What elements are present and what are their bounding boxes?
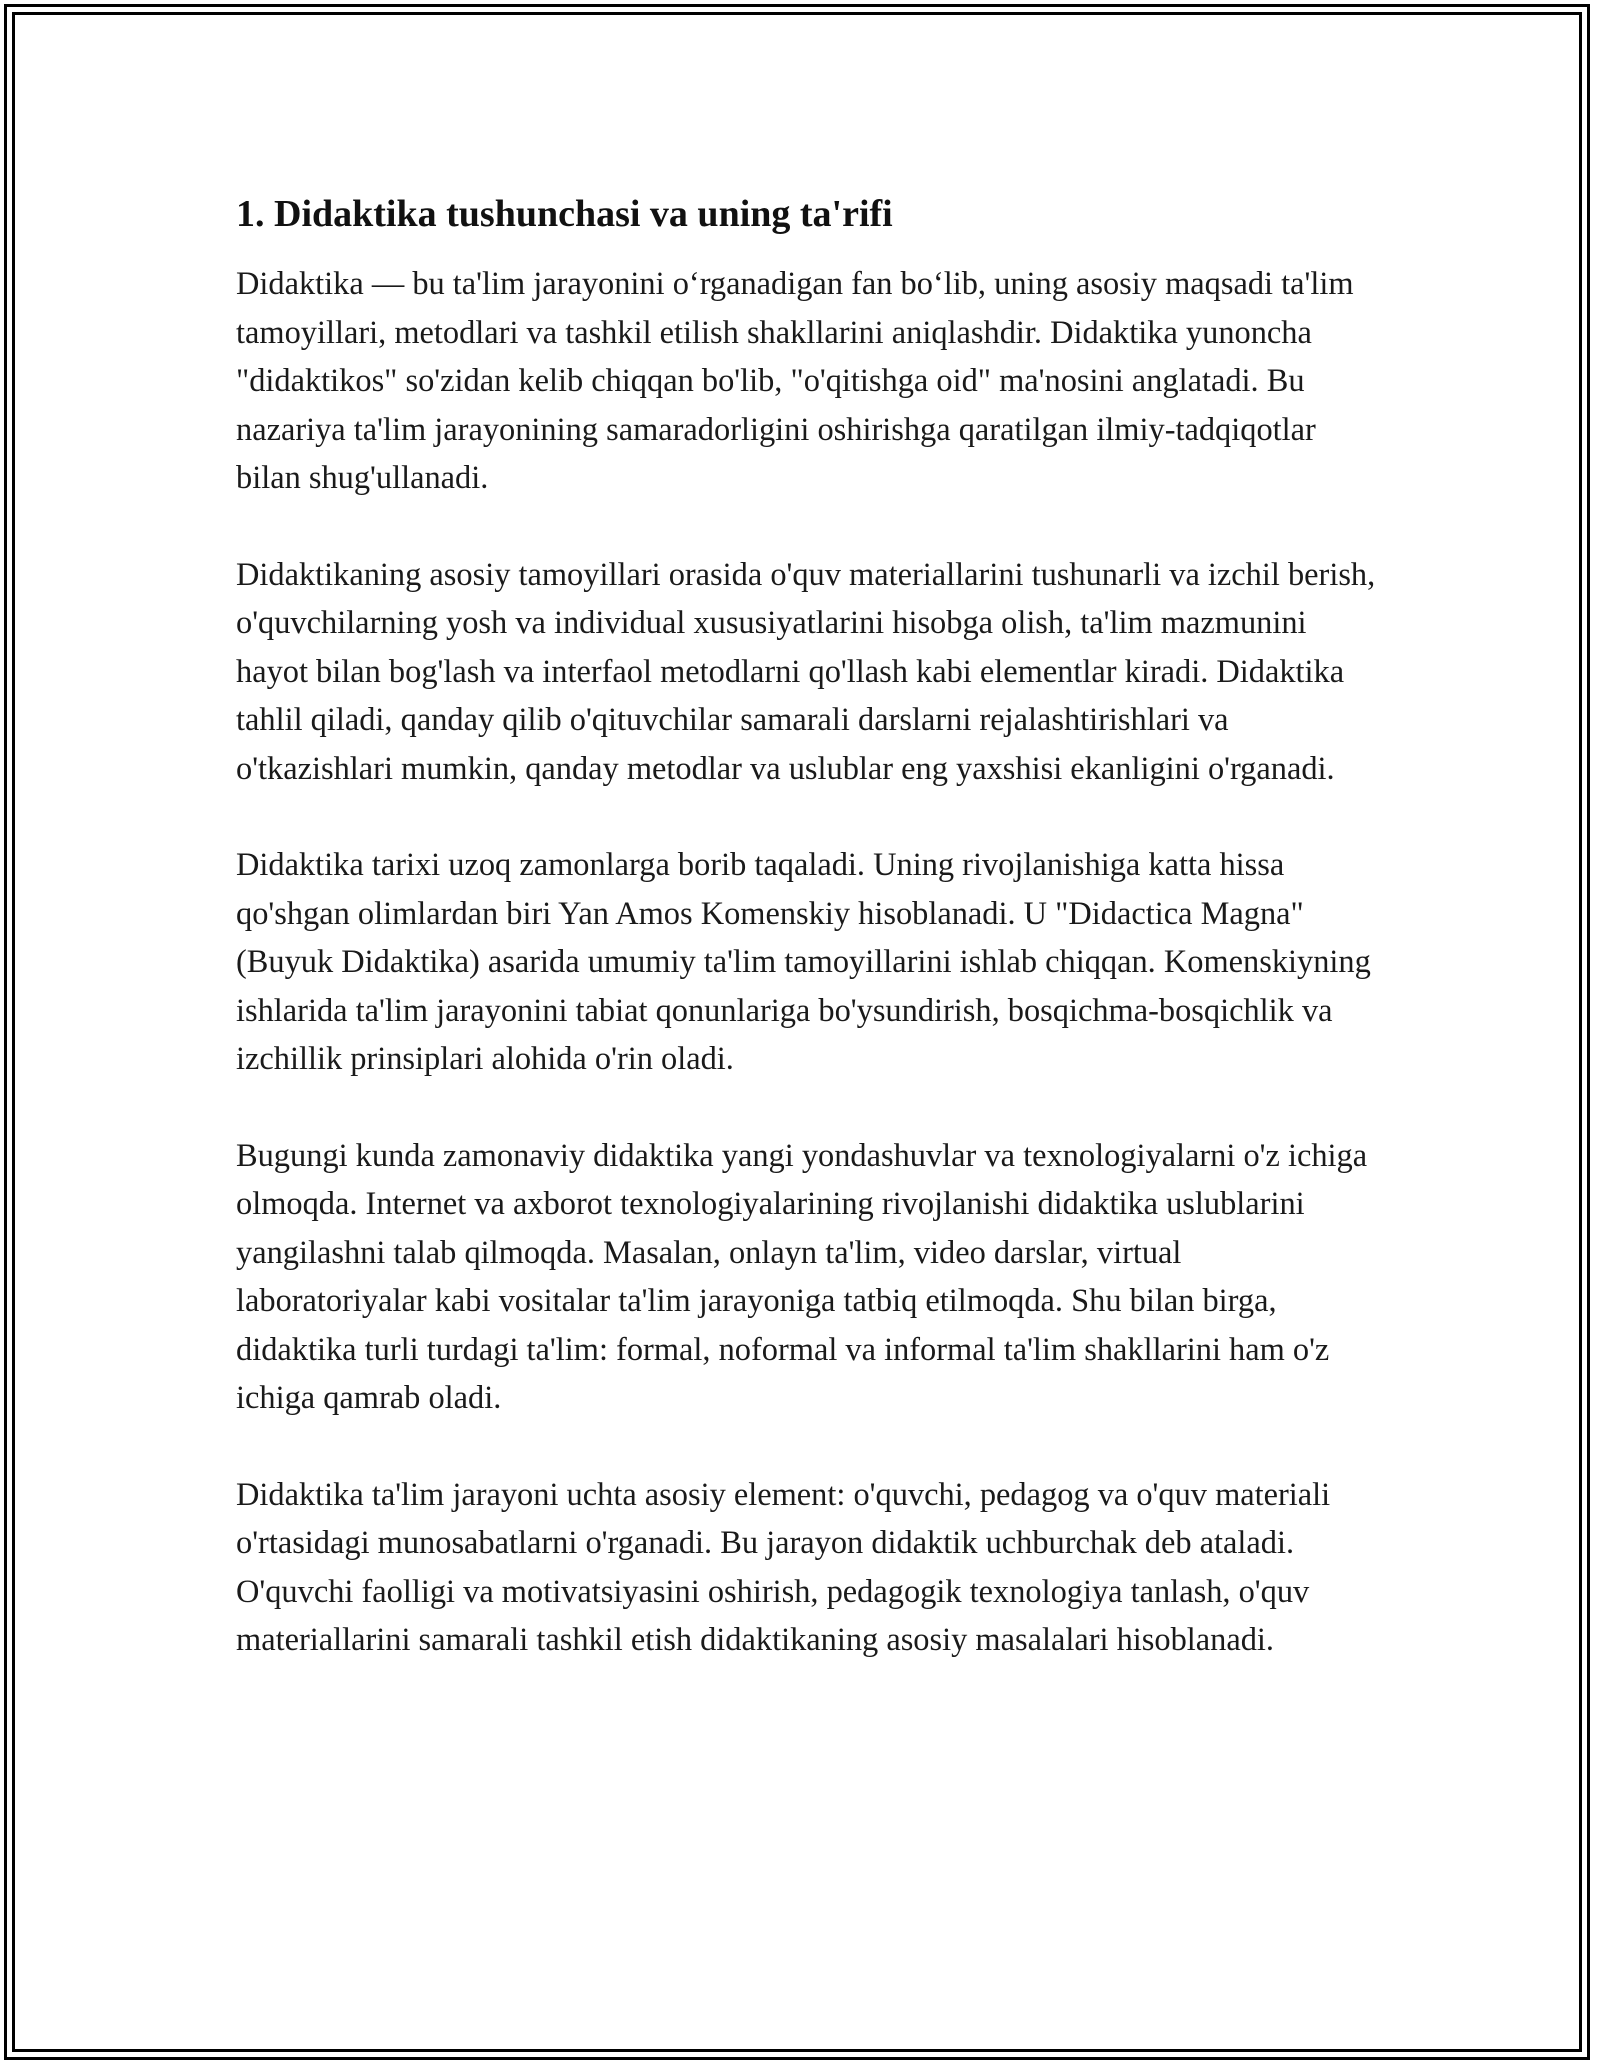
- paragraph-modern-didactics: Bugungi kunda zamonaviy didaktika yangi yondashuvlar va texnologiyalarni o'z ichiga olmoqda. Internet va axborot texnologiyalarining rivojlanishi didaktika uslublarini yangilashni talab qilmoqda. Masalan, onlayn ta'lim, video darslar, virtual laboratoriyalar kabi vositalar ta'lim jarayoniga tatbiq etilmoqda. Shu bilan birga, didaktika turli turdagi ta'lim: formal, noformal va informal ta'lim shakllarini ham o'z ichiga qamrab oladi.: [236, 1137, 1368, 1416]
- paragraph-history: Didaktika tarixi uzoq zamonlarga borib taqaladi. Uning rivojlanishiga katta hissa qo'shgan olimlardan biri Yan Amos Komenskiy hisoblanadi. U "Didactica Magna" (Buyuk Didaktika) asarida umumiy ta'lim tamoyillarini ishlab chiqqan. Komenskiyning ishlarida ta'lim jarayonini tabiat qonunlariga bo'ysundirish, bosqichma-bosqichlik va izchillik prinsiplari alohida o'rin oladi.: [236, 847, 1371, 1077]
- paragraph-principles: Didaktikaning asosiy tamoyillari orasida o'quv materiallarini tushunarli va izchil berish, o'quvchilarning yosh va individual xususiyatlarini hisobga olish, ta'lim mazmunini hayot bilan bog'lash va interfaol metodlarni qo'llash kabi elementlar kiradi. Didaktika tahlil qiladi, qanday qilib o'qituvchilar samarali darslarni rejalashtirishlari va o'tkazishlari mumkin, qanday metodlar va uslublar eng yaxshisi ekanligini o'rganadi.: [236, 556, 1376, 787]
- paragraph-didactic-triangle: Didaktika ta'lim jarayoni uchta asosiy element: o'quvchi, pedagog va o'quv materiali o'rtasidagi munosabatlarni o'rganadi. Bu jarayon didaktik uchburchak deb ataladi. O'quvchi faolligi va motivatsiyasini oshirish, pedagogik texnologiya tanlash, o'quv materiallarini samarali tashkil etish didaktikaning asosiy masalalari hisoblanadi.: [236, 1476, 1331, 1658]
- document-body: [236, 186, 1376, 1713]
- paragraph-definition: Didaktika — bu ta'lim jarayonini o‘rganadigan fan bo‘lib, uning asosiy maqsadi ta'lim tamoyillari, metodlari va tashkil etilish shakllarini aniqlashdir. Didaktika yunoncha "didaktikos" so'zidan kelib chiqqan bo'lib, "o'qitishga oid" ma'nosini anglatadi. Bu nazariya ta'lim jarayonining samaradorligini oshirishga qaratilgan ilmiy-tadqiqotlar bilan shug'ullanadi.: [236, 266, 1354, 496]
- page-title: 1. Didaktika tushunchasi va uning ta'rifi: [236, 193, 893, 235]
